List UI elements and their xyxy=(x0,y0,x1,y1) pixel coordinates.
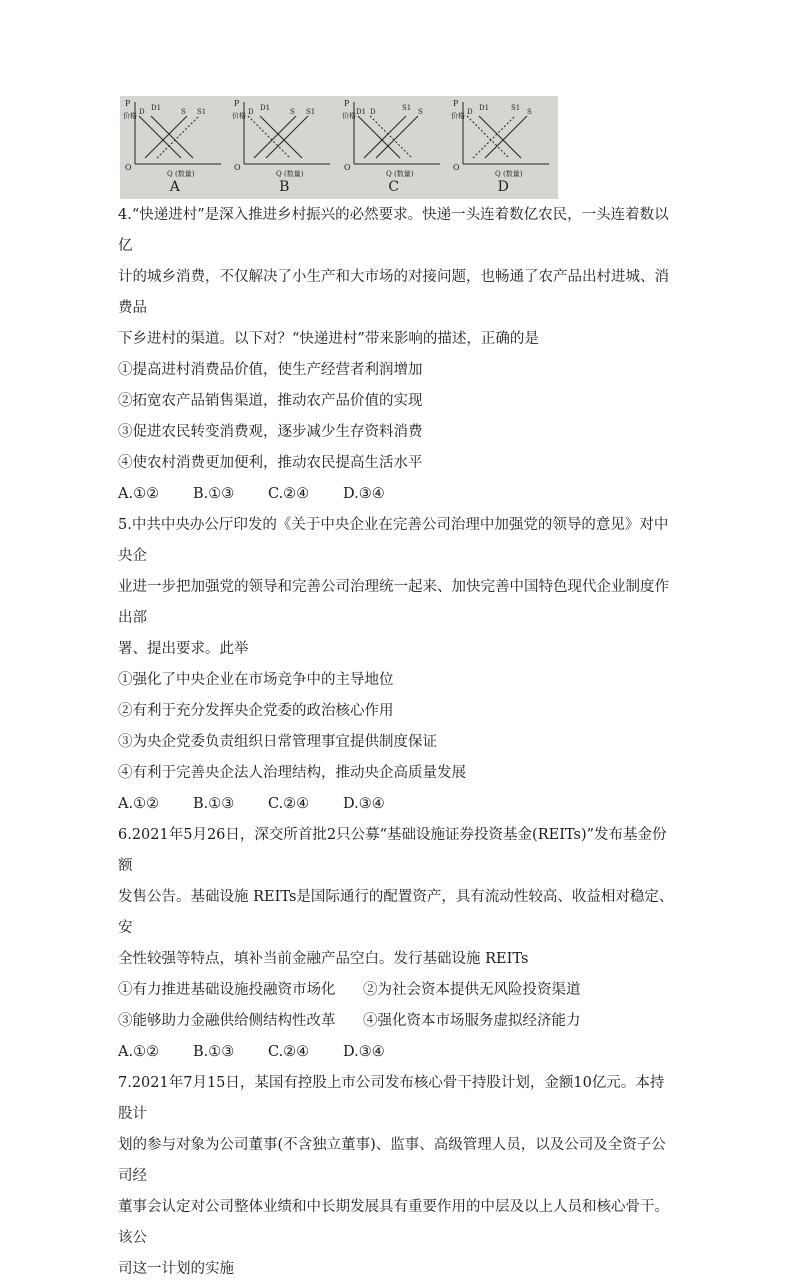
figure-panel-c xyxy=(340,96,448,199)
question-7-stem-line: 7.2021年7月15日，某国有控股上市公司发布核心骨干持股计划，金额10亿元。本持股计 xyxy=(118,1075,665,1122)
question-4 xyxy=(118,200,678,510)
question-6-option-row xyxy=(118,975,678,1006)
answer-choice: A.①② xyxy=(118,1044,160,1060)
question-6-option-row xyxy=(118,1006,678,1037)
panel-label: D xyxy=(497,179,509,195)
panel-label: A xyxy=(169,179,180,195)
svg-text:S: S xyxy=(180,108,186,116)
svg-text:P: P xyxy=(453,99,459,108)
svg-text:D1: D1 xyxy=(355,108,366,116)
svg-text:D1: D1 xyxy=(479,104,490,112)
panel-label: C xyxy=(388,179,400,195)
answer-choice: B.①③ xyxy=(193,1044,235,1060)
question-5-stem-line: 5.中共中央办公厅印发的《关于中央企业在完善公司治理中加强党的领导的意见》对中央企 xyxy=(118,517,669,564)
question-4-option: ④使农村消费更加便利，推动农民提高生活水平 xyxy=(118,455,423,471)
question-content xyxy=(118,200,678,1285)
question-6-option: ④强化资本市场服务虚拟经济能力 xyxy=(363,1013,581,1029)
svg-text:价格: 价格 xyxy=(451,112,466,120)
question-6 xyxy=(118,820,678,1068)
svg-text:D: D xyxy=(467,108,473,116)
svg-text:P: P xyxy=(234,99,240,108)
axis-p: P xyxy=(124,99,131,108)
answer-choice: A.①② xyxy=(118,486,160,502)
svg-text:O: O xyxy=(124,163,132,172)
question-6-option: ①有力推进基础设施投融资市场化 xyxy=(118,982,336,998)
question-4-answers xyxy=(118,479,678,510)
question-4-option: ②拓宽农产品销售渠道，推动农产品价值的实现 xyxy=(118,393,423,409)
question-5-option: ②有利于充分发挥央企党委的政治核心作用 xyxy=(118,703,394,719)
svg-text:Q (数量): Q (数量) xyxy=(166,170,195,178)
svg-text:S: S xyxy=(527,108,533,116)
answer-choice: B.①③ xyxy=(193,796,235,812)
figure-panel-a xyxy=(121,96,229,199)
svg-text:S: S xyxy=(417,108,423,116)
svg-text:D1: D1 xyxy=(260,104,271,112)
question-6-stem-line: 发售公告。基础设施 REITs是国际通行的配置资产，具有流动性较高、收益相对稳定、安 xyxy=(118,889,674,936)
svg-text:S: S xyxy=(290,108,296,116)
question-7-stem-line: 划的参与对象为公司董事(不含独立董事)、监事、高级管理人员，以及公司及全资子公司经 xyxy=(118,1137,666,1184)
svg-text:O: O xyxy=(343,163,351,172)
svg-text:D1: D1 xyxy=(150,104,161,112)
supply-demand-figure xyxy=(120,96,558,199)
question-7-stem-line: 司这一计划的实施 xyxy=(118,1261,234,1277)
svg-text:O: O xyxy=(234,163,241,172)
answer-choice: D.③④ xyxy=(343,1044,385,1060)
answer-choice: C.②④ xyxy=(268,796,310,812)
answer-choice: D.③④ xyxy=(343,486,385,502)
question-5-answers xyxy=(118,789,678,820)
answer-choice: C.②④ xyxy=(268,486,310,502)
svg-text:S1: S1 xyxy=(511,104,521,112)
question-4-option: ③促进农民转变消费观，逐步减少生存资料消费 xyxy=(118,424,423,440)
svg-text:Q (数量): Q (数量) xyxy=(385,170,414,178)
answer-choice: D.③④ xyxy=(343,796,385,812)
question-7 xyxy=(118,1068,678,1285)
question-5 xyxy=(118,510,678,820)
figure-panel-b xyxy=(230,96,338,199)
svg-text:D: D xyxy=(138,108,145,116)
question-5-stem-line: 业进一步把加强党的领导和完善公司治理统一起来、加快完善中国特色现代企业制度作出部 xyxy=(118,579,669,626)
panel-label: B xyxy=(279,179,290,195)
question-5-stem-line: 署、提出要求。此举 xyxy=(118,641,249,657)
question-6-option: ③能够助力金融供给侧结构性改革 xyxy=(118,1013,336,1029)
svg-text:P: P xyxy=(343,99,350,108)
svg-text:S1: S1 xyxy=(401,104,411,112)
svg-text:价格: 价格 xyxy=(232,112,247,120)
question-6-answers xyxy=(118,1037,678,1068)
axis-price: 价格 xyxy=(122,112,137,120)
question-5-option: ①强化了中央企业在市场竞争中的主导地位 xyxy=(118,672,394,688)
svg-text:D: D xyxy=(369,108,376,116)
question-5-option: ④有利于完善央企法人治理结构，推动央企高质量发展 xyxy=(118,765,466,781)
question-6-stem-line: 全性较强等特点，填补当前金融产品空白。发行基础设施 REITs xyxy=(118,951,529,967)
question-4-stem-line: 4.“快递进村”是深入推进乡村振兴的必然要求。快递一头连着数亿农民，一头连着数以亿 xyxy=(118,207,669,254)
svg-text:S1: S1 xyxy=(306,108,316,116)
answer-choice: B.①③ xyxy=(193,486,235,502)
svg-text:S1: S1 xyxy=(196,108,206,116)
svg-text:Q (数量): Q (数量) xyxy=(276,170,304,178)
question-4-option: ①提高进村消费品价值，使生产经营者利润增加 xyxy=(118,362,423,378)
question-6-stem-line: 6.2021年5月26日，深交所首批2只公募“基础设施证券投资基金(REITs)”发布基金份额 xyxy=(118,827,667,874)
figure-panel-d xyxy=(449,96,557,199)
svg-text:O: O xyxy=(453,163,460,172)
answer-choice: C.②④ xyxy=(268,1044,310,1060)
question-7-stem-line: 董事会认定对公司整体业绩和中长期发展具有重要作用的中层及以上人员和核心骨干。该公 xyxy=(118,1199,669,1246)
question-6-option: ②为社会资本提供无风险投资渠道 xyxy=(363,982,581,998)
svg-text:价格: 价格 xyxy=(341,112,356,120)
question-4-stem-line: 计的城乡消费，不仅解决了小生产和大市场的对接问题，也畅通了农产品出村进城、消费品 xyxy=(118,269,669,316)
answer-choice: A.①② xyxy=(118,796,160,812)
svg-text:D: D xyxy=(248,108,254,116)
question-4-stem-line: 下乡进村的渠道。以下对？“快递进村”带来影响的描述，正确的是 xyxy=(118,331,539,347)
question-5-option: ③为央企党委负责组织日常管理事宜提供制度保证 xyxy=(118,734,437,750)
svg-text:Q (数量): Q (数量) xyxy=(495,170,523,178)
